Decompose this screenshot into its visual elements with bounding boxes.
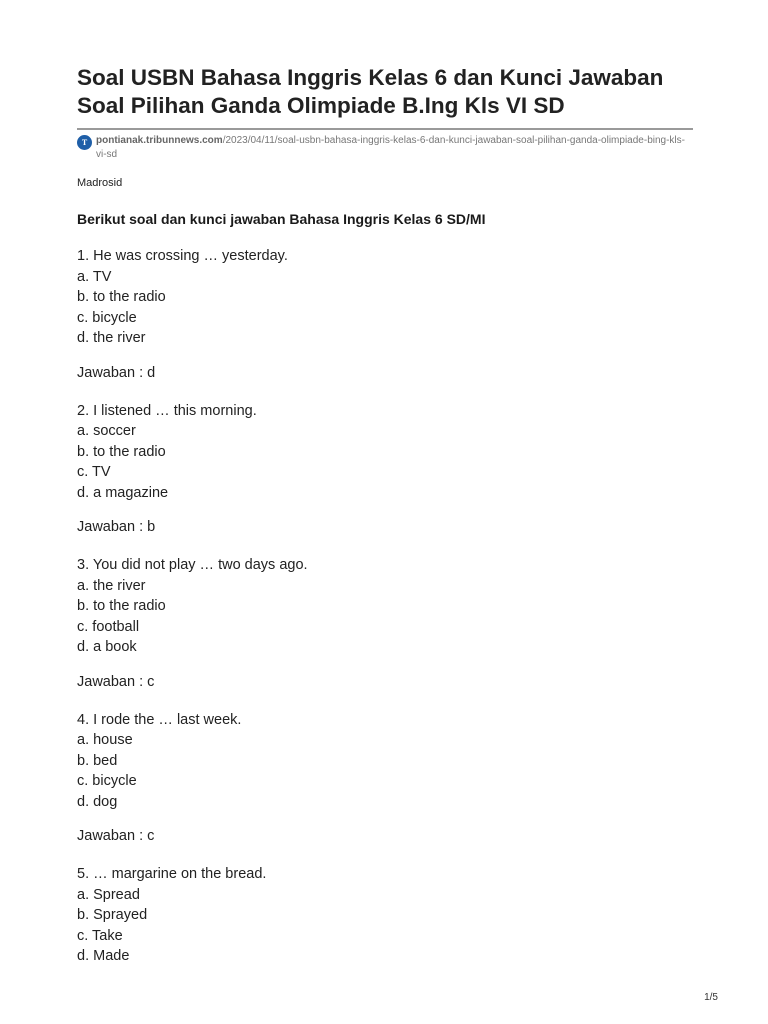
question-text: 2. I listened … this morning. (77, 402, 257, 419)
question-block (77, 401, 693, 504)
option-d: d. a book (77, 639, 137, 655)
option-c: c. Take (77, 927, 123, 944)
intro-heading: Berikut soal dan kunci jawaban Bahasa Inggris Kelas 6 SD/MI (77, 211, 486, 227)
option-a: a. soccer (77, 423, 136, 439)
option-a: a. Spread (77, 886, 140, 903)
option-a: a. TV (77, 268, 112, 285)
option-c: c. TV (77, 464, 111, 480)
author-name: Madrosid (77, 177, 123, 189)
answer-key: Jawaban : c (77, 828, 155, 844)
question-block (77, 555, 693, 658)
option-c: c. bicycle (77, 773, 137, 789)
page-number: 1/5 (704, 992, 718, 1003)
option-a: a. house (77, 732, 133, 748)
option-d: d. a magazine (77, 484, 169, 501)
option-b: b. Sprayed (77, 907, 148, 923)
source-link[interactable] (77, 134, 693, 162)
source-path[interactable]: /2023/04/11/soal-usbn-bahasa-inggris-kelas-6-dan-kunci-jawaban-soal-pilihan-ganda-olimpiade-bing-kls-vi-sd (96, 135, 685, 160)
question-block (77, 710, 693, 813)
question-text: 1. He was crossing … yesterday. (77, 248, 288, 264)
answer-key: Jawaban : d (77, 364, 156, 381)
option-b: b. to the radio (77, 289, 166, 305)
question-block (77, 246, 693, 349)
question-block (77, 864, 693, 967)
question-text: 5. … margarine on the bread. (77, 866, 267, 882)
question-text: 4. I rode the … last week. (77, 711, 242, 728)
option-d: d. dog (77, 793, 118, 810)
option-d: d. Made (77, 948, 130, 964)
document-page (77, 0, 693, 967)
article-title: Soal USBN Bahasa Inggris Kelas 6 dan Kunci Jawaban Soal Pilihan Ganda Olimpiade B.Ing Kls VI SD (77, 65, 664, 118)
option-a: a. the river (77, 577, 146, 594)
option-c: c. football (77, 618, 140, 635)
tribun-logo-icon: T (77, 135, 92, 150)
answer-key: Jawaban : c (77, 673, 155, 690)
answer-key: Jawaban : b (77, 519, 156, 535)
option-d: d. the river (77, 330, 146, 346)
option-b: b. to the radio (77, 598, 166, 614)
option-c: c. bicycle (77, 309, 137, 326)
option-b: b. bed (77, 752, 118, 769)
source-domain[interactable]: pontianak.tribunnews.com (96, 135, 223, 146)
question-text: 3. You did not play … two days ago. (77, 557, 308, 573)
title-divider (77, 128, 693, 130)
option-b: b. to the radio (77, 443, 166, 460)
